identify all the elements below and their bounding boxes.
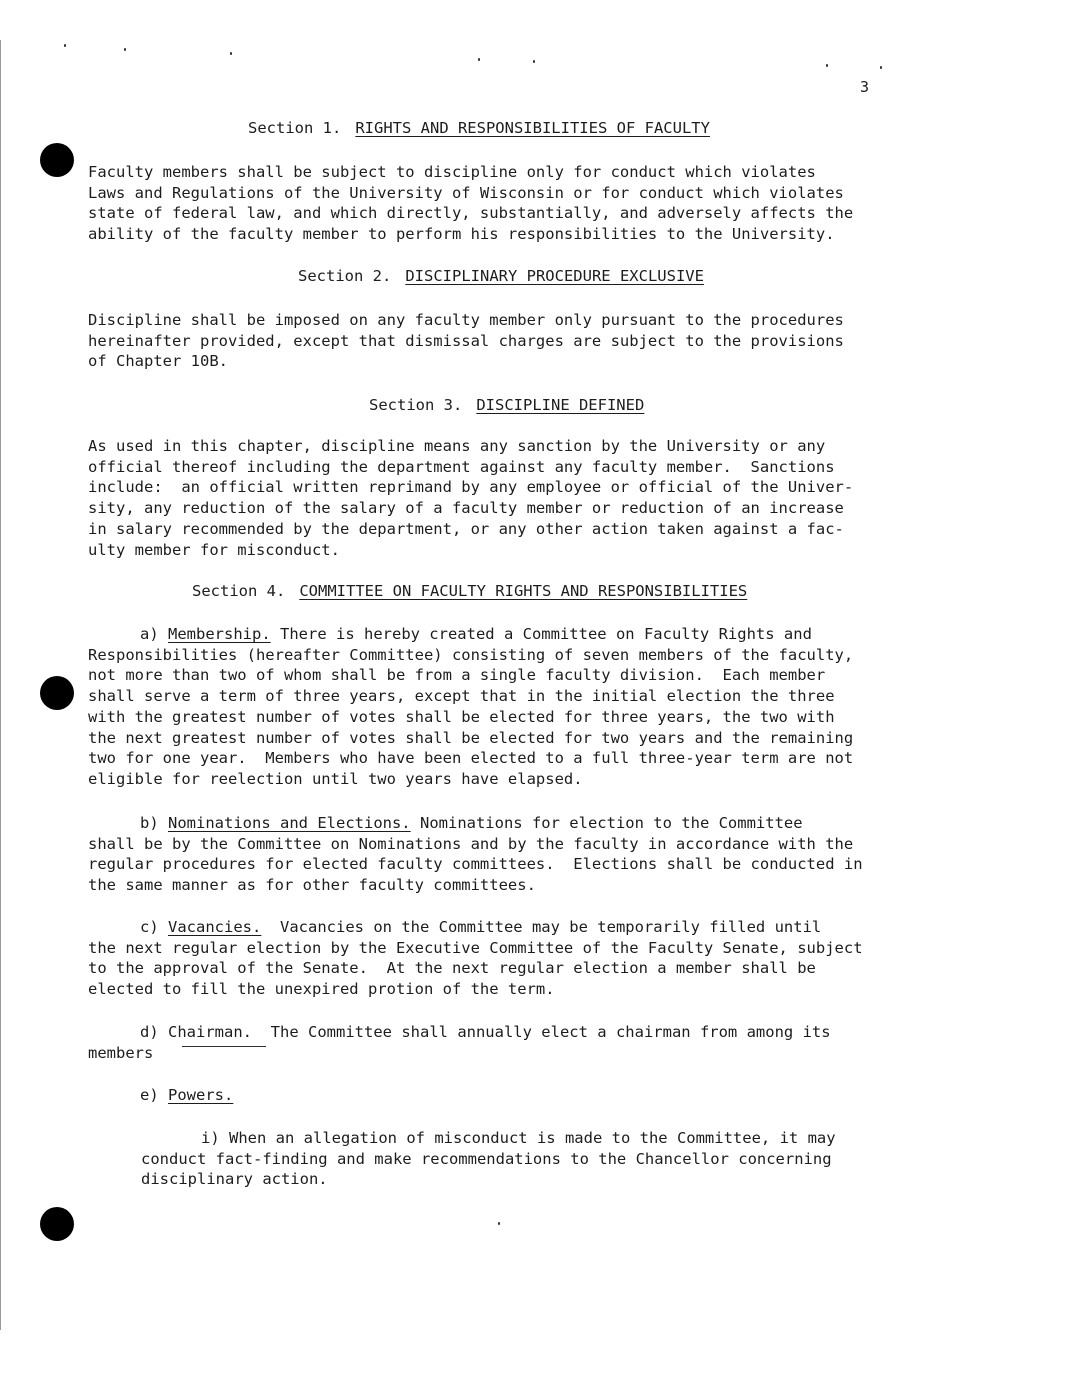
text-line: regular procedures for elected faculty committees. Elections shall be conducted in <box>88 855 863 874</box>
item-i <box>141 1128 961 1190</box>
subsection-heading: Nominations and Elections. <box>168 814 411 832</box>
section-2-body <box>88 310 968 372</box>
punch-hole <box>40 143 74 177</box>
scan-speck <box>478 58 480 61</box>
subsection-a <box>88 624 968 790</box>
subsection-first-line <box>88 1085 968 1106</box>
scan-speck <box>533 60 535 63</box>
section-3-body <box>88 436 968 560</box>
subsection-b <box>88 813 968 896</box>
punch-hole <box>40 1207 74 1241</box>
scan-speck <box>124 48 126 51</box>
text-line: shall serve a term of three years, except that in the initial election the three <box>88 687 835 706</box>
subsection-heading: Vacancies. <box>168 918 262 936</box>
text-line: official thereof including the department against any faculty member. Sanctions <box>88 457 835 476</box>
text-line: elected to fill the unexpired protion of the term. <box>88 980 555 999</box>
text-line: to the approval of the Senate. At the next regular election a member shall be <box>88 959 816 978</box>
text-line: shall be by the Committee on Nominations and by the faculty in accordance with the <box>88 834 854 853</box>
text-line: in salary recommended by the department, or any other action taken against a fac- <box>88 519 844 538</box>
text-line: with the greatest number of votes shall be elected for three years, the two with <box>88 707 835 726</box>
text-line: state of federal law, and which directly, substantially, and adversely affects the <box>88 204 854 223</box>
section-title: COMMITTEE ON FACULTY RIGHTS AND RESPONSIBILITIES <box>299 582 748 600</box>
subsection-first-line <box>88 917 968 938</box>
subsection-first-line <box>88 813 968 834</box>
text-line: ability of the faculty member to perform his responsibilities to the University. <box>88 225 835 244</box>
subsection-heading: Membership. <box>168 625 271 643</box>
section-title: DISCIPLINE DEFINED <box>476 396 645 414</box>
subsection-marker: a) <box>140 625 159 643</box>
section-3-heading <box>369 396 644 414</box>
section-2-heading <box>298 267 704 285</box>
subsection-d <box>88 1022 968 1063</box>
text-line: not more than two of whom shall be from a single faculty division. Each member <box>88 666 826 685</box>
text-line: the next greatest number of votes shall be elected for two years and the remaining <box>88 728 854 747</box>
scan-speck <box>826 64 828 67</box>
section-label: Section 3. <box>369 396 463 414</box>
section-4-heading <box>192 582 747 600</box>
text-line: disciplinary action. <box>141 1170 328 1189</box>
text-line: Faculty members shall be subject to discipline only for conduct which violates <box>88 163 816 181</box>
scan-speck <box>498 1222 500 1225</box>
section-title: DISCIPLINARY PROCEDURE EXCLUSIVE <box>405 267 704 285</box>
section-1-body <box>88 162 968 245</box>
scan-speck <box>64 44 66 47</box>
text-line: Laws and Regulations of the University of Wisconsin or for conduct which violates <box>88 183 844 202</box>
text-run: Nominations for election to the Committee <box>410 814 803 832</box>
item-first-line <box>141 1128 961 1149</box>
text-line: of Chapter 10B. <box>88 352 228 371</box>
text-run: When an allegation of misconduct is made to the Committee, it may <box>229 1129 836 1147</box>
subsection-first-line <box>88 1022 968 1043</box>
scan-speck <box>880 66 882 69</box>
item-marker: i) <box>201 1129 220 1147</box>
subsection-marker: d) <box>140 1023 159 1041</box>
text-line: eligible for reelection until two years have elapsed. <box>88 769 583 788</box>
text-line: the next regular election by the Executive Committee of the Faculty Senate, subject <box>88 938 863 957</box>
subsection-marker: e) <box>140 1086 159 1104</box>
text-line: Discipline shall be imposed on any faculty member only pursuant to the procedures <box>88 311 844 329</box>
punch-hole <box>40 676 74 710</box>
section-1-heading <box>248 119 710 137</box>
subsection-c <box>88 917 968 1000</box>
text-line: Responsibilities (hereafter Committee) consisting of seven members of the faculty, <box>88 645 854 664</box>
text-run: There is hereby created a Committee on Faculty Rights and <box>270 625 812 643</box>
subsection-first-line <box>88 624 968 645</box>
page-number: 3 <box>860 78 870 96</box>
section-label: Section 4. <box>192 582 286 600</box>
text-line: sity, any reduction of the salary of a faculty member or reduction of an increase <box>88 499 844 518</box>
text-line: members <box>88 1043 154 1062</box>
section-label: Section 1. <box>248 119 342 137</box>
text-line: include: an official written reprimand by any employee or official of the Univer- <box>88 478 854 497</box>
text-run: The Committee shall annually elect a chairman from among its <box>252 1023 831 1041</box>
section-label: Section 2. <box>298 267 392 285</box>
scan-speck <box>230 52 232 55</box>
text-line: As used in this chapter, discipline means any sanction by the University or any <box>88 437 826 455</box>
subsection-marker: b) <box>140 814 159 832</box>
scan-edge-line <box>0 40 1 1330</box>
subsection-heading: Powers. <box>168 1086 234 1104</box>
text-run: Vacancies on the Committee may be temporarily filled until <box>261 918 822 936</box>
subsection-heading: Chairman. <box>168 1023 253 1041</box>
text-line: the same manner as for other faculty committees. <box>88 876 536 895</box>
subsection-e <box>88 1085 968 1106</box>
text-line: two for one year. Members who have been elected to a full three-year term are not <box>88 749 854 768</box>
section-title: RIGHTS AND RESPONSIBILITIES OF FACULTY <box>355 119 710 137</box>
misplaced-underline <box>182 1046 266 1047</box>
subsection-marker: c) <box>140 918 159 936</box>
text-line: hereinafter provided, except that dismissal charges are subject to the provisions <box>88 331 844 350</box>
text-line: conduct fact-finding and make recommendations to the Chancellor concerning <box>141 1149 832 1168</box>
text-line: ulty member for misconduct. <box>88 540 340 559</box>
